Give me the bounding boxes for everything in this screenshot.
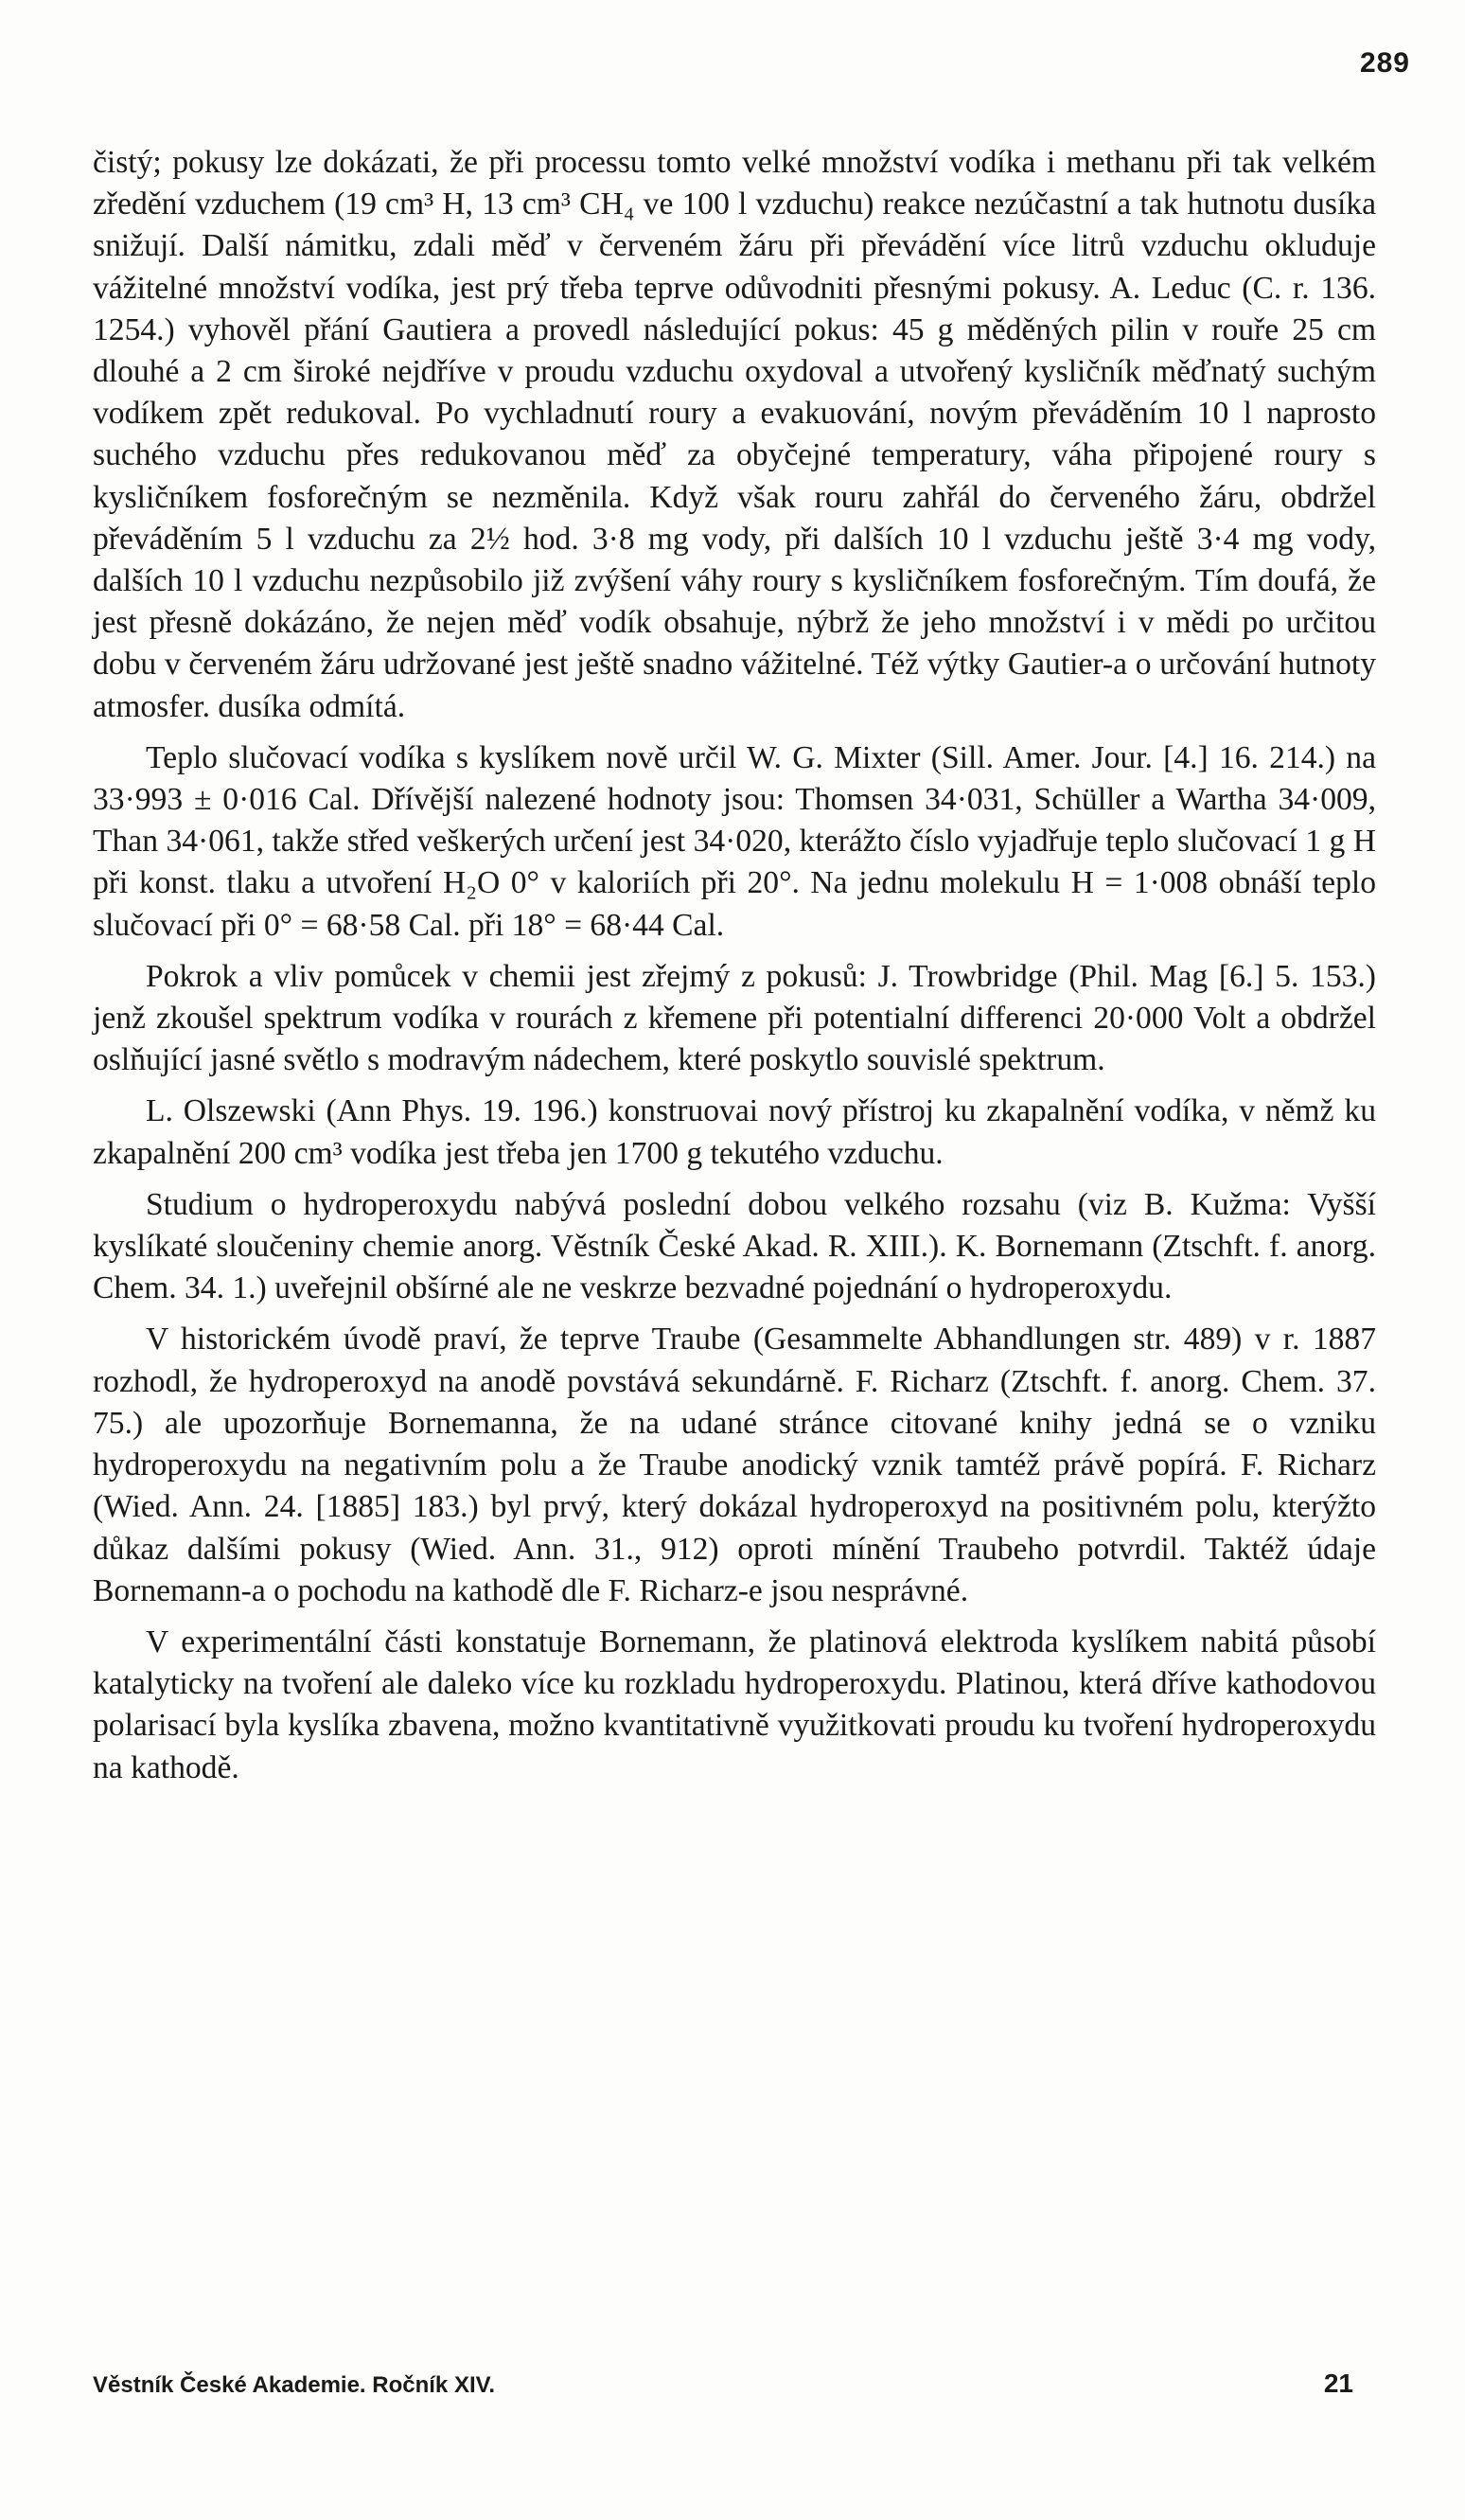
paragraph-experimental-part: V experimentální části konstatuje Bornemann, že platinová elektroda kyslíkem nabitá působí katalyticky na tvoření ale daleko více ku rozkladu hydroperoxydu. Platinou, která dříve kathodovou polarisací byla kyslíka zbavena, možno kvantitativně využitkovati proudu ku tvoření hydroperoxydu na kathodě. <box>93 1624 1376 1785</box>
paragraph-hydroperoxide-study: Studium o hydroperoxydu nabývá poslední dobou velkého rozsahu (viz B. Kužma: Vyšší kyslíkaté sloučeniny chemie anorg. Věstník České Akad. R. XIII.). K. Bornemann (Ztschft. f. anorg. Chem. 34. 1.) uveřejnil obšírné ale ne veskrze bezvadné pojednání o hydroperoxydu. <box>93 1186 1376 1306</box>
paragraph-trowbridge-spectrum: Pokrok a vliv pomůcek v chemii jest zřejmý z pokusů: J. Trowbridge (Phil. Mag [6.] 5. 153.) jenž zkoušel spektrum vodíka v rourách z křemene při potentialní differenci 20·000 Volt a obdržel oslňující jasné světlo s modravým nádechem, které poskytlo souvislé spektrum. <box>93 958 1376 1078</box>
footer-sheet-number: 21 <box>1323 2369 1353 2398</box>
paragraph-leduc-experiment: čistý; pokusy lze dokázati, že při processu tomto velké množství vodíka i methanu při tak velkém zředění vzduchem (19 cm³ H, 13 cm³ CH₄ ve 100 l vzduchu) reakce nezúčastní a tak hutnotu dusíka snižují. Další námitku, zdali měď v červeném žáru při převádění více litrů vzduchu okluduje vážitelné množství vodíka, jest prý třeba teprve odůvodniti přesnými pokusy. A. Leduc (C. r. 136. 1254.) vyhověl přání Gautiera a provedl následující pokus: 45 g měděných pilin v rouře 25 cm dlouhé a 2 cm široké nejdříve v proudu vzduchu oxydoval a utvořený kysličník měďnatý suchým vodíkem zpět redukoval. Po vychladnutí roury a evakuování, novým převáděním 10 l naprosto suchého vzduchu přes redukovanou měď za obyčejné temperatury, váha připojené roury s kysličníkem fosforečným se nezměnila. Když však rouru zahřál do červeného žáru, obdržel převáděním 5 l vzduchu za 2½ hod. 3·8 mg vody, při dalších 10 l vzduchu ještě 3·4 mg vody, dalších 10 l vzduchu nezpůsobilo již zvýšení váhy roury s kysličníkem fosforečným. Tím doufá, že jest přesně dokázáno, že nejen měď vodík obsahuje, nýbrž že jeho množství i v mědi po určitou dobu v červeném žáru udržované jest ještě snadno vážitelné. Též výtky Gautier-a o určování hutnoty atmosfer. dusíka odmítá. <box>93 145 1376 724</box>
page-number: 289 <box>1359 47 1410 79</box>
footer-journal-title: Věstník České Akademie. Ročník XIV. <box>93 2372 496 2398</box>
paragraph-mixter-heat: Teplo slučovací vodíka s kyslíkem nově určil W. G. Mixter (Sill. Amer. Jour. [4.] 16. 214.) na 33·993 ± 0·016 Cal. Dřívější nalezené hodnoty jsou: Thomsen 34·031, Schüller a Wartha 34·009, Than 34·061, takže střed veškerých určení jest 34·020, kterážto číslo vyjadřuje teplo slučovací 1 g H při konst. tlaku a utvoření H₂O 0° v kaloriích při 20°. Na jednu molekulu H = 1·008 obnáší teplo slučovací při 0° = 68·58 Cal. při 18° = 68·44 Cal. <box>93 739 1376 943</box>
paragraph-historical-intro: V historickém úvodě praví, že teprve Traube (Gesammelte Abhandlungen str. 489) v r. 1887 rozhodl, že hydroperoxyd na anodě povstává sekundárně. F. Richarz (Ztschft. f. anorg. Chem. 37. 75.) ale upozorňuje Bornemanna, že na udané stránce citované knihy jedná se o vzniku hydroperoxydu na negativním polu a že Traube anodický vznik tamtéž právě popírá. F. Richarz (Wied. Ann. 24. [1885] 183.) byl prvý, který dokázal hydroperoxyd na positivném polu, kterýžto důkaz dalšími pokusy (Wied. Ann. 31., 912) oproti mínění Traubeho potvrdil. Taktéž údaje Bornemann-a o pochodu na kathodě dle F. Richarz-e jsou nesprávné. <box>93 1322 1376 1608</box>
page-footer <box>93 2369 1410 2399</box>
body-text <box>93 142 1376 1799</box>
paragraph-olszewski-liquefaction: L. Olszewski (Ann Phys. 19. 196.) konstruovai nový přístroj ku zkapalnění vodíka, v němž ku zkapalnění 200 cm³ vodíka jest třeba jen 1700 g tekutého vzduchu. <box>93 1093 1376 1171</box>
